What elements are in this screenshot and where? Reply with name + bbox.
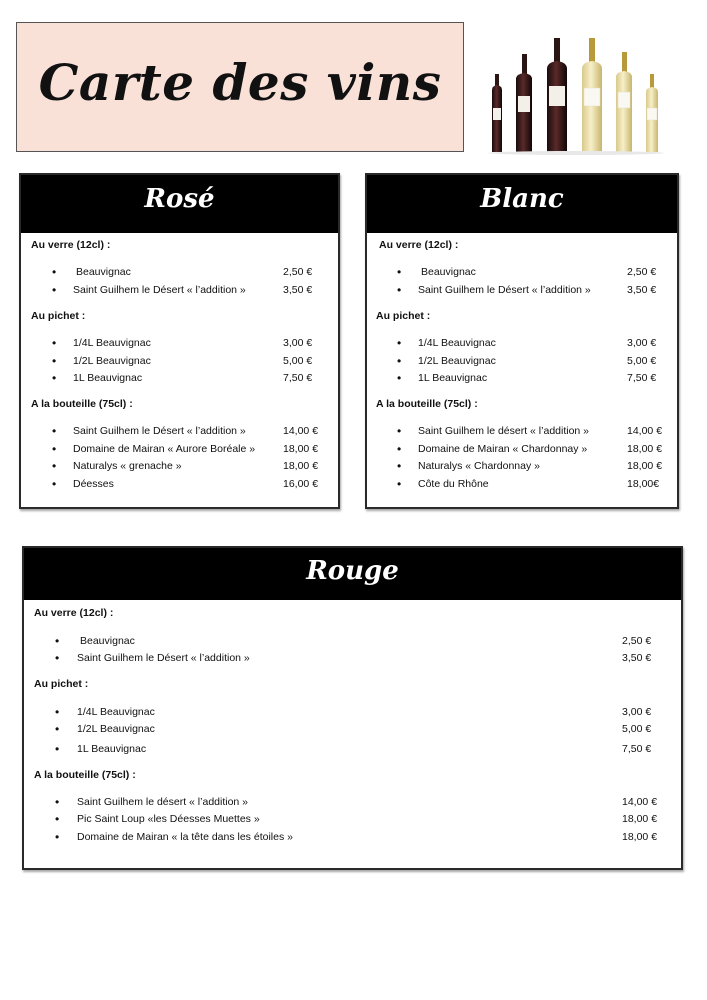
blanc-title: Blanc (367, 175, 677, 233)
wine-price: 14,00 € (627, 425, 663, 437)
section-title: A la bouteille (75cl) : (376, 398, 478, 410)
wine-price: 16,00 € (283, 478, 319, 490)
bullet-icon: • (52, 477, 57, 491)
wine-price: 5,00 € (622, 723, 652, 735)
section-title: Au pichet : (31, 310, 86, 322)
section-title: Au pichet : (34, 678, 89, 690)
page-title: Carte des vins (38, 53, 442, 112)
wine-price: 5,00 € (627, 355, 657, 367)
wine-price: 3,00 € (622, 706, 652, 718)
wine-name: Naturalys « grenache » (73, 460, 182, 472)
wine-price: 18,00 € (627, 443, 663, 455)
wine-price: 18,00€ (627, 478, 660, 490)
wine-name: 1/2L Beauvignac (73, 355, 151, 367)
wine-name: Saint Guilhem le Désert « l’addition » (73, 284, 246, 296)
section-title: Au verre (12cl) : (379, 239, 459, 251)
wine-name: Côte du Rhône (418, 478, 489, 490)
bullet-icon: • (55, 722, 60, 736)
wine-price: 14,00 € (283, 425, 319, 437)
wine-name: Beauvignac (76, 266, 131, 278)
wine-name: 1/4L Beauvignac (418, 337, 496, 349)
bullet-icon: • (397, 424, 402, 438)
wine-name: 1L Beauvignac (418, 372, 488, 384)
wine-name: 1/2L Beauvignac (77, 723, 155, 735)
wine-price: 7,50 € (622, 743, 652, 755)
wine-name: Déesses (73, 478, 114, 490)
wine-name: 1L Beauvignac (77, 743, 147, 755)
bullet-icon: • (397, 283, 402, 297)
wine-name: Saint Guilhem le Désert « l’addition » (73, 425, 246, 437)
wine-name: Domaine de Mairan « Aurore Boréale » (73, 443, 256, 455)
bullet-icon: • (52, 442, 57, 456)
wine-name: Naturalys « Chardonnay » (418, 460, 540, 472)
wine-price: 7,50 € (627, 372, 657, 384)
bullet-icon: • (397, 336, 402, 350)
wine-name: 1/2L Beauvignac (418, 355, 496, 367)
bullet-icon: • (52, 371, 57, 385)
title-banner (16, 22, 464, 152)
wine-price: 3,50 € (283, 284, 313, 296)
bullet-icon: • (397, 477, 402, 491)
wine-price: 5,00 € (283, 355, 313, 367)
wine-price: 2,50 € (622, 635, 652, 647)
bullet-icon: • (52, 283, 57, 297)
wine-price: 18,00 € (283, 443, 319, 455)
wine-name: Saint Guilhem le désert « l’addition » (418, 425, 590, 437)
wine-name: Beauvignac (80, 635, 135, 647)
bullet-icon: • (55, 812, 60, 826)
wine-bottles-icon (488, 34, 668, 156)
blanc-card (365, 173, 679, 509)
bullet-icon: • (52, 265, 57, 279)
section-title: A la bouteille (75cl) : (34, 769, 136, 781)
bullet-icon: • (55, 830, 60, 844)
wine-price: 18,00 € (622, 831, 658, 843)
rouge-card (22, 546, 683, 870)
wine-name: Domaine de Mairan « la tête dans les étoiles » (77, 831, 293, 843)
bullet-icon: • (52, 354, 57, 368)
bullet-icon: • (55, 795, 60, 809)
wine-price: 18,00 € (627, 460, 663, 472)
bullet-icon: • (397, 459, 402, 473)
section-title: Au pichet : (376, 310, 431, 322)
bullet-icon: • (55, 742, 60, 756)
rouge-title: Rouge (24, 548, 681, 600)
wine-name: Pic Saint Loup «les Déesses Muettes » (77, 813, 260, 825)
wine-price: 2,50 € (283, 266, 313, 278)
bullet-icon: • (397, 354, 402, 368)
bullet-icon: • (52, 336, 57, 350)
bullet-icon: • (397, 442, 402, 456)
section-title: Au verre (12cl) : (31, 239, 111, 251)
wine-name: Beauvignac (421, 266, 476, 278)
bullet-icon: • (52, 459, 57, 473)
wine-name: 1L Beauvignac (73, 372, 143, 384)
wine-price: 7,50 € (283, 372, 313, 384)
rose-card (19, 173, 340, 509)
wine-name: Saint Guilhem le désert « l’addition » (77, 796, 249, 808)
wine-price: 14,00 € (622, 796, 658, 808)
bullet-icon: • (397, 371, 402, 385)
section-title: A la bouteille (75cl) : (31, 398, 133, 410)
wine-price: 3,00 € (627, 337, 657, 349)
wine-price: 18,00 € (622, 813, 658, 825)
section-title: Au verre (12cl) : (34, 607, 114, 619)
bullet-icon: • (55, 705, 60, 719)
wine-name: 1/4L Beauvignac (77, 706, 155, 718)
wine-name: Saint Guilhem le Désert « l’addition » (77, 652, 250, 664)
wine-price: 2,50 € (627, 266, 657, 278)
bullet-icon: • (397, 265, 402, 279)
wine-price: 18,00 € (283, 460, 319, 472)
wine-name: Domaine de Mairan « Chardonnay » (418, 443, 588, 455)
wine-name: Saint Guilhem le Désert « l’addition » (418, 284, 591, 296)
wine-name: 1/4L Beauvignac (73, 337, 151, 349)
wine-price: 3,50 € (622, 652, 652, 664)
bullet-icon: • (52, 424, 57, 438)
wine-price: 3,50 € (627, 284, 657, 296)
rose-title: Rosé (21, 175, 338, 233)
bullet-icon: • (55, 651, 60, 665)
wine-price: 3,00 € (283, 337, 313, 349)
bullet-icon: • (55, 634, 60, 648)
